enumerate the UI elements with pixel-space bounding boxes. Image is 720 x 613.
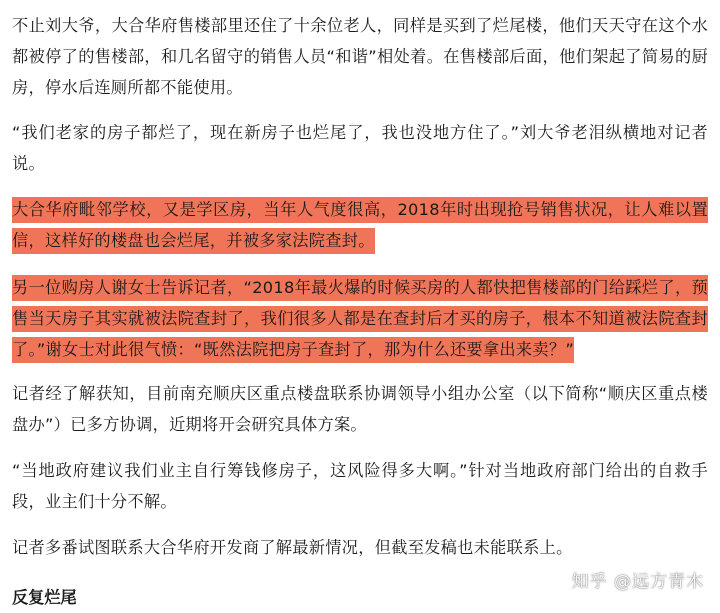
paragraph-5: 记者经了解获知，目前南充顺庆区重点楼盘联系协调领导小组办公室（以下简称“顺庆区重点楼盘办”）已多方协调，近期将开会研究具体方案。 [12, 384, 708, 434]
paragraph-1: 不止刘大爷，大合华府售楼部里还住了十余位老人，同样是买到了烂尾楼，他们天天守在这个水都被停了的售楼部，和几名留守的销售人员“和谐”相处着。在售楼部后面，他们架起了简易的厨房，停水后连厕所都不能使用。 [12, 16, 708, 97]
highlight-span-2: 另一位购房人谢女士告诉记者，“2018年最火爆的时候买房的人都快把售楼部的门给踩烂了，预售当天房子其实就被法院查封了，我们很多人都是在查封后才买的房子，根本不知道被法院查封了。”谢女士对此很气愤：“既然法院把房子查封了，那为什么还要拿出来卖？” [12, 275, 708, 363]
highlight-span-1: 大合华府毗邻学校，又是学区房，当年人气度很高，2018年时出现抢号销售状况，让人难以置信，这样好的楼盘也会烂尾，并被多家法院查封。 [12, 197, 708, 254]
section-heading: 反复烂尾 [12, 588, 77, 607]
paragraph-4-highlighted [0, 272, 720, 365]
paragraph-6-quote: “当地政府建议我们业主自行筹钱修房子，这风险得多大啊。”针对当地政府部门给出的自救手段，业主们十分不解。 [12, 461, 708, 511]
paragraph-7: 记者多番试图联系大合华府开发商了解最新情况，但截至发稿也未能联系上。 [12, 538, 573, 557]
zhihu-watermark: 知乎 @远方青木 [571, 572, 704, 592]
paragraph-3-highlighted [0, 194, 720, 256]
paragraph-2-quote: “我们老家的房子都烂了，现在新房子也烂尾了，我也没地方住了。”刘大爷老泪纵横地对记者说。 [12, 123, 708, 173]
